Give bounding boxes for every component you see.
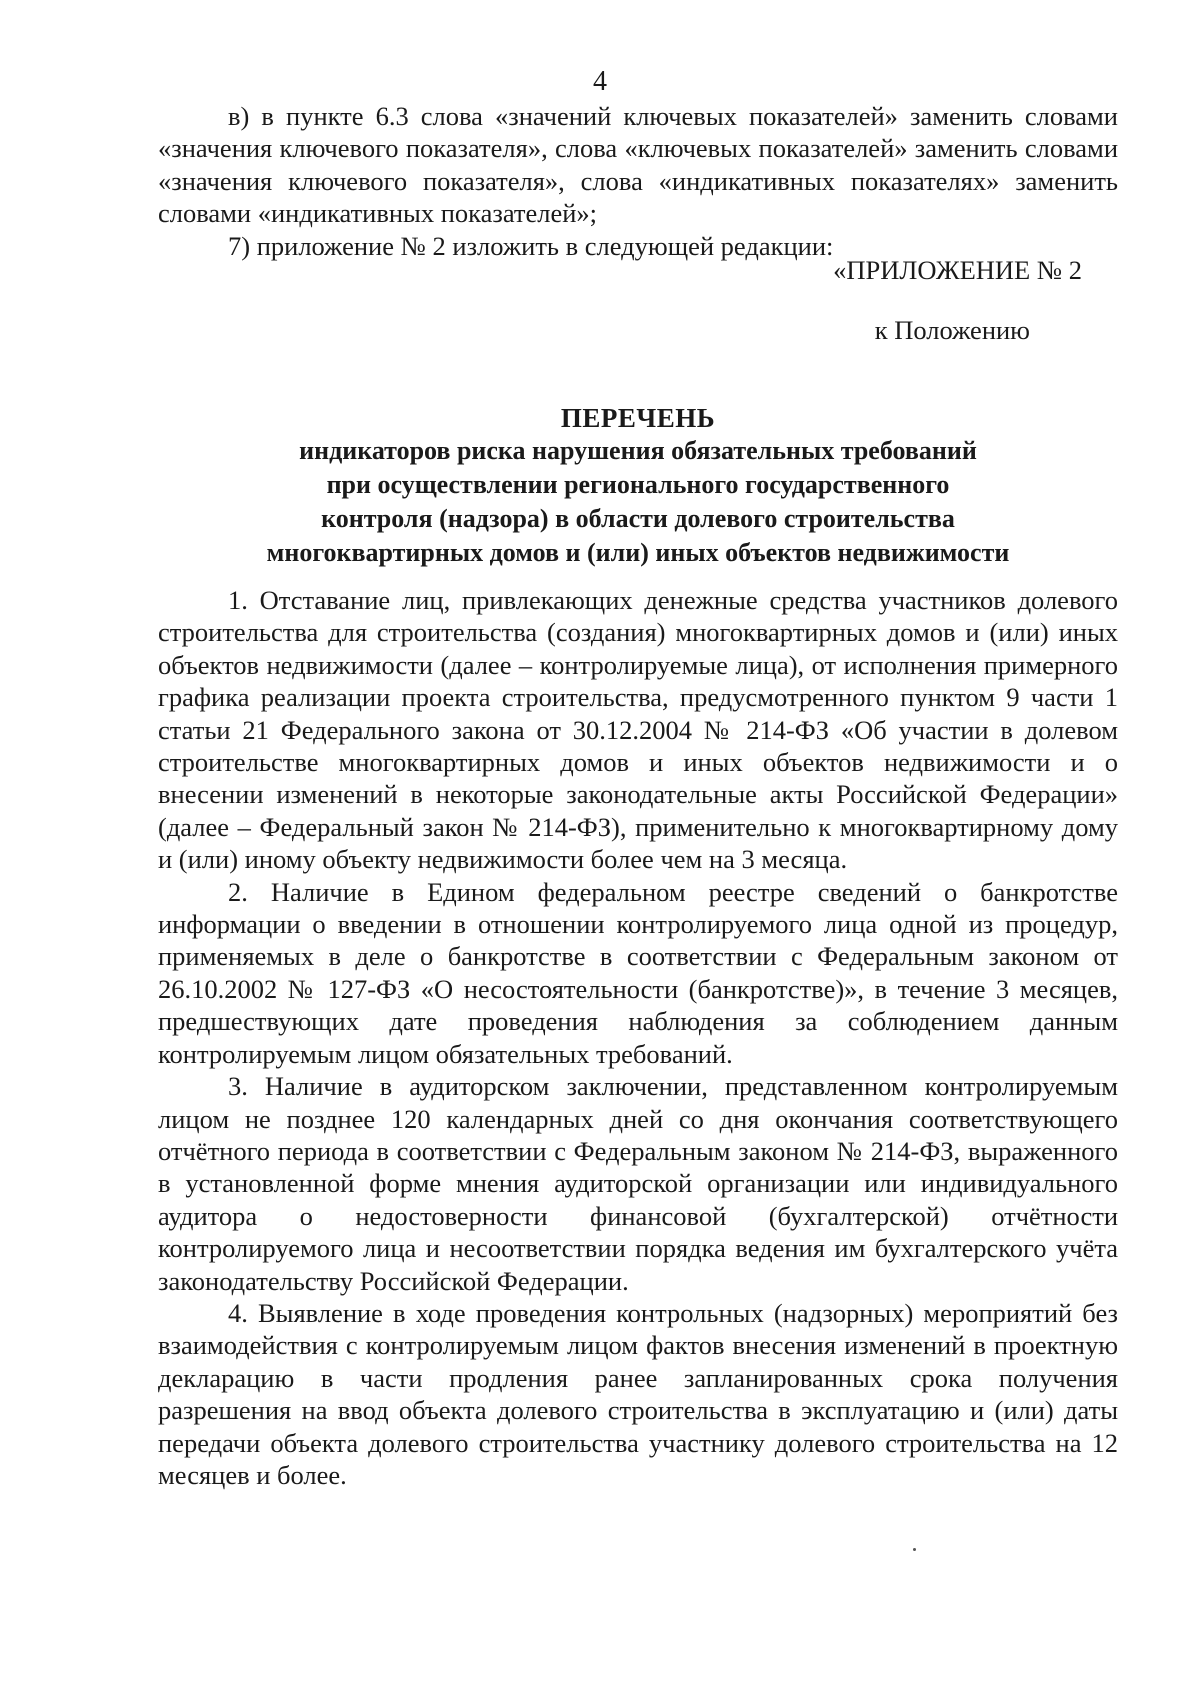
document-title [158, 402, 1118, 570]
scan-speck [913, 1548, 916, 1551]
indicators-list [158, 584, 1118, 1491]
appendix-header [158, 254, 1118, 286]
amendment-paragraph-v: в) в пункте 6.3 слова «значений ключевых показателей» заменить словами «значения ключевого показателя», слова «ключевых показателей» заменить словами «значения ключевого показателя», слова «индикативных показателях» заменить словами «индикативных показателей»; [158, 101, 1118, 229]
amendment-paragraph-7: 7) приложение № 2 изложить в следующей редакции: [228, 230, 834, 261]
indicator-item: 4. Выявление в ходе проведения контрольных (надзорных) мероприятий без взаимодействия с контролируемым лицом фактов внесения изменений в проектную декларацию в части продления ранее запланированных срока получения разрешения на ввод объекта долевого строительства в эксплуатацию и (или) даты передачи объекта долевого строительства участнику долевого строительства на 12 месяцев и более. [158, 1297, 1118, 1490]
appendix-label: «ПРИЛОЖЕНИЕ № 2 [833, 255, 1082, 285]
appendix-subtitle: к Положению [874, 315, 1030, 345]
title-main: ПЕРЕЧЕНЬ [560, 403, 716, 433]
title-line: контроля (надзора) в области долевого строительства [321, 504, 955, 533]
title-line: при осуществлении регионального государственного [326, 470, 950, 499]
appendix-subtitle-block [158, 314, 1118, 346]
page-number: 4 [593, 66, 607, 97]
indicator-item: 1. Отставание лиц, привлекающих денежные средства участников долевого строительства для строительства (создания) многоквартирных домов и (или) иных объектов недвижимости (далее – контролируемые лица), от исполнения примерного графика реализации проекта строительства, предусмотренного пунктом 9 части 1 статьи 21 Федерального закона от 30.12.2004 № 214-ФЗ «Об участии в долевом строительстве многоквартирных домов и иных объектов недвижимости и о внесении изменений в некоторые законодательные акты Российской Федерации» (далее – Федеральный закон № 214-ФЗ), применительно к многоквартирному дому и (или) иному объекту недвижимости более чем на 3 месяца. [158, 585, 1118, 875]
intro-section [158, 100, 1118, 262]
indicator-item: 3. Наличие в аудиторском заключении, представленном контролируемым лицом не позднее 120 календарных дней со дня окончания соответствующего отчётного периода в соответствии с Федеральным законом № 214-ФЗ, выраженного в установленной форме мнения аудиторской организации или индивидуального аудитора о недостоверности финансовой (бухгалтерской) отчётности контролируемого лица и несоответствии порядка ведения им бухгалтерского учёта законодательству Российской Федерации. [158, 1071, 1118, 1296]
indicator-item: 2. Наличие в Едином федеральном реестре сведений о банкротстве информации о введении в отношении контролируемого лица одной из процедур, применяемых в деле о банкротстве в соответствии с Федеральным законом от 26.10.2002 № 127-ФЗ «О несостоятельности (банкротстве)», в течение 3 месяцев, предшествующих дате проведения наблюдения за соблюдением данным контролируемым лицом обязательных требований. [158, 876, 1118, 1069]
title-line: индикаторов риска нарушения обязательных требований [299, 436, 977, 465]
title-line: многоквартирных домов и (или) иных объектов недвижимости [266, 538, 1010, 567]
